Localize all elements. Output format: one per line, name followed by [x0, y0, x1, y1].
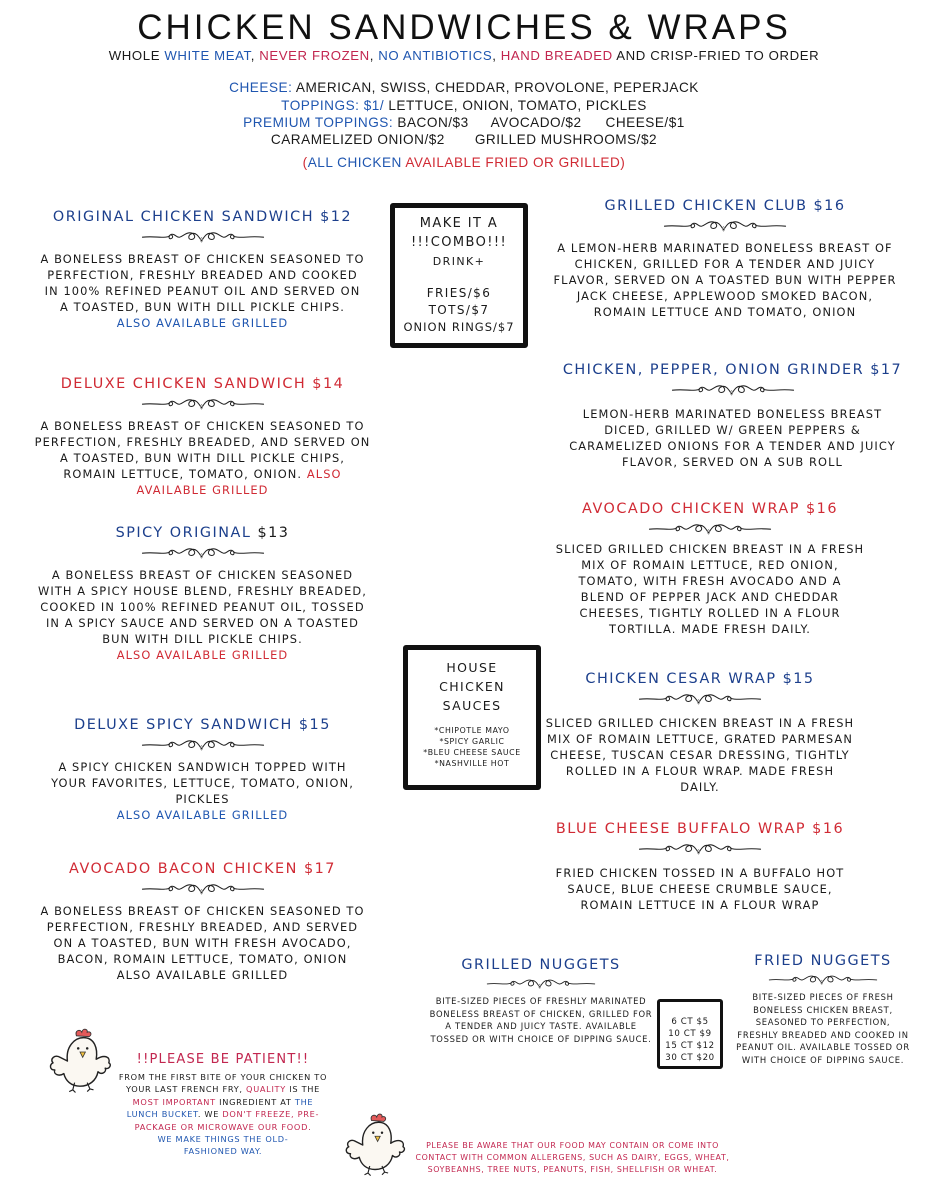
premium-value: CARAMELIZED ONION/$2: [270, 132, 445, 147]
item-description: A LEMON-HERB MARINATED BONELESS BREAST OF CHICKEN, GRILLED FOR A TENDER AND JUICY FLAVOR, SERVED ON A TOASTED BUN WITH PEPPER JACK CHEESE, APPLEWOOD SMOKED BACON, ROMAIN LETTUCE AND TOMATO, ONION: [553, 241, 897, 319]
patient-text: [118, 1071, 328, 1133]
sauces-title-line: HOUSE: [446, 660, 498, 675]
nugget-count: 30 CT $20: [665, 1053, 715, 1063]
patient-section: [118, 1052, 328, 1158]
patient-most-important: MOST IMPORTANT: [132, 1096, 216, 1107]
item-price: $13: [251, 525, 290, 541]
availability-paren: (: [302, 155, 308, 170]
flourish-divider-icon: [141, 541, 265, 561]
item-title: DELUXE SPICY SANDWICH $15: [74, 717, 331, 733]
nugget-count: 15 CT $12: [665, 1041, 715, 1051]
cheese-options: [0, 80, 928, 95]
combo-line1: MAKE IT A: [419, 216, 499, 231]
patient-dont-freeze: DON'T FREEZE, PRE-PACKAGE OR MICROWAVE OUR FOOD.: [134, 1109, 320, 1132]
menu-item-spicy-original: [30, 525, 375, 663]
item-description: A BONELESS BREAST OF CHICKEN SEASONED TO PERFECTION, FRESHLY BREADED AND COOKED IN 100% REFINED PEANUT OIL AND SERVED ON A TOASTED, BUN WITH DILL PICKLE CHIPS.: [40, 252, 365, 314]
flourish-divider-icon: [141, 877, 265, 897]
item-description: [30, 418, 375, 498]
patient-title: !!PLEASE BE PATIENT!!: [136, 1052, 310, 1067]
item-title: AVOCADO BACON CHICKEN $17: [69, 861, 336, 877]
menu-item-grinder: [545, 362, 920, 470]
patient-text-part: IS THE: [285, 1084, 321, 1095]
item-description: BITE-SIZED PIECES OF FRESH BONELESS CHICKEN BREAST, SEASONED TO PERFECTION, FRESHLY BREADED AND COOKED IN PEANUT OIL. AVAILABLE TOSSED OR WITH CHOICE OF DIPPING SAUCE.: [736, 992, 910, 1065]
premium-topping-options-row2: [0, 132, 928, 147]
nugget-counts-box: [657, 999, 723, 1069]
premium-value: GRILLED MUSHROOMS/$2: [474, 132, 658, 147]
menu-item-deluxe: [30, 376, 375, 498]
grilled-nuggets: [428, 957, 654, 1045]
allergen-notice: PLEASE BE AWARE THAT OUR FOOD MAY CONTAIN OR COME INTO CONTACT WITH COMMON ALLERGENS, SUCH AS DAIRY, EGGS, WHEAT, SOYBEANHS, TREE NUTS, PEANUTS, FISH, SHELLFISH OR WHEAT.: [415, 1141, 730, 1174]
premium-value: CHEESE/$1: [605, 115, 685, 130]
menu-title: CHICKEN SANDWICHES & WRAPS: [137, 8, 791, 47]
menu-item-avocado-wrap: [545, 501, 875, 637]
patient-old-fashioned: WE MAKE THINGS THE OLD-FASHIONED WAY.: [157, 1134, 289, 1157]
toppings-label: TOPPINGS: $1/: [281, 98, 385, 113]
tagline-part: ,: [369, 48, 379, 63]
item-note: ALSO AVAILABLE GRILLED: [116, 648, 289, 662]
combo-onion-rings: ONION RINGS/$7: [403, 320, 515, 334]
menu-item-grilled-club: [545, 198, 905, 320]
chicken-icon: [336, 1110, 414, 1180]
flourish-divider-icon: [638, 687, 762, 707]
item-description: LEMON-HERB MARINATED BONELESS BREAST DICED, GRILLED W/ GREEN PEPPERS & CARAMELIZED ONIONS FOR A TENDER AND JUICY FLAVOR, SERVED ON A SUB ROLL: [569, 407, 896, 469]
combo-fries: FRIES/$6: [426, 286, 492, 300]
flourish-divider-icon: [663, 214, 787, 234]
tagline-never-frozen: NEVER FROZEN: [259, 48, 370, 63]
toppings-values: LETTUCE, ONION, TOMATO, PICKLES: [384, 98, 647, 113]
item-title: FRIED NUGGETS: [754, 953, 892, 969]
premium-topping-options: [0, 115, 928, 130]
menu-tagline: [0, 48, 928, 63]
item-title: BLUE CHEESE BUFFALO WRAP $16: [555, 821, 845, 837]
item-title: SPICY ORIGINAL: [115, 525, 252, 541]
premium-label: PREMIUM TOPPINGS:: [243, 115, 394, 130]
flourish-divider-icon: [141, 733, 265, 753]
menu-item-avocado-bacon: [30, 861, 375, 983]
combo-line2: !!!COMBO!!!: [410, 235, 508, 250]
item-title-row: [30, 525, 375, 541]
patient-text-part: FROM THE FIRST BITE OF YOUR CHICKEN TO YOUR LAST FRENCH FRY,: [118, 1072, 328, 1095]
item-note: ALSO AVAILABLE GRILLED: [116, 968, 289, 982]
item-title: ORIGINAL CHICKEN SANDWICH $12: [52, 209, 353, 225]
tagline-white-meat: WHITE MEAT: [164, 48, 251, 63]
item-description: A BONELESS BREAST OF CHICKEN SEASONED TO PERFECTION, FRESHLY BREADED, AND SERVED ON A TOASTED, BUN WITH FRESH AVOCADO, BACON, ROMAIN LETTUCE, TOMATO, ONION: [40, 904, 365, 966]
item-description: SLICED GRILLED CHICKEN BREAST IN A FRESH MIX OF ROMAIN LETTUCE, RED ONION, TOMATO, WITH FRESH AVOCADO AND A BLEND OF PEPPER JACK AND CHEDDAR CHEESES, TIGHTLY ROLLED IN A FLOUR TORTILLA. MADE FRESH DAILY.: [555, 542, 865, 636]
nugget-count: 6 CT $5: [671, 1017, 709, 1027]
chicken-icon: [40, 1025, 120, 1097]
tagline-part: ,: [492, 48, 501, 63]
nugget-count: 10 CT $9: [668, 1029, 712, 1039]
patient-text-part: . WE: [197, 1109, 223, 1120]
tagline-hand-breaded: HAND BREADED: [500, 48, 613, 63]
cheese-label: CHEESE:: [229, 80, 293, 95]
flourish-divider-icon: [638, 837, 762, 857]
menu-item-original: [30, 209, 375, 331]
item-description: BITE-SIZED PIECES OF FRESHLY MARINATED BONELESS BREAST OF CHICKEN, GRILLED FOR A TENDER AND JUICY TASTE. AVAILABLE TOSSED OR WITH CHOICE OF DIPPING SAUCE.: [429, 996, 653, 1044]
flourish-divider-icon: [486, 973, 596, 991]
sauces-title-line: SAUCES: [442, 698, 502, 713]
item-note: ALSO AVAILABLE GRILLED: [116, 808, 289, 822]
tagline-part: WHOLE: [108, 48, 165, 63]
tagline-no-antibiotics: NO ANTIBIOTICS: [378, 48, 493, 63]
sauces-box: [403, 645, 541, 790]
tagline-part: ,: [250, 48, 260, 63]
item-title: AVOCADO CHICKEN WRAP $16: [582, 501, 838, 517]
sauces-title-line: CHICKEN: [439, 679, 505, 694]
item-title: GRILLED CHICKEN CLUB $16: [604, 198, 846, 214]
item-note: ALSO AVAILABLE GRILLED: [116, 316, 289, 330]
item-description: A BONELESS BREAST OF CHICKEN SEASONED WITH A SPICY HOUSE BLEND, FRESHLY BREADED, COOKED IN 100% REFINED PEANUT OIL, TOSSED IN A SPICY SAUCE AND SERVED ON A TOASTED BUN WITH DILL PICKLE CHIPS.: [38, 568, 367, 646]
combo-line3: DRINK+: [432, 255, 486, 268]
fried-nuggets: [734, 953, 912, 1066]
premium-value: BACON/$3: [393, 115, 469, 130]
patient-text-part: INGREDIENT AT: [215, 1096, 295, 1107]
flourish-divider-icon: [141, 225, 265, 245]
item-description-text: A BONELESS BREAST OF CHICKEN SEASONED TO PERFECTION, FRESHLY BREADED, AND SERVED ON A TOASTED, BUN WITH DILL PICKLE CHIPS, ROMAIN LETTUCE, TOMATO, ONION.: [34, 419, 371, 481]
combo-box: [390, 203, 528, 348]
item-description: SLICED GRILLED CHICKEN BREAST IN A FRESH MIX OF ROMAIN LETTUCE, GRATED PARMESAN CHEESE, TUSCAN CESAR DRESSING, TIGHTLY ROLLED IN A FLOUR WRAP. MADE FRESH DAILY.: [545, 716, 855, 794]
premium-value: AVOCADO/$2: [490, 115, 582, 130]
availability-rest: AVAILABLE FRIED OR GRILLED): [401, 155, 626, 170]
patient-lunch-bucket: THE LUNCH BUCKET: [126, 1096, 314, 1120]
availability-all-chicken: ALL CHICKEN: [307, 155, 402, 170]
combo-tots: TOTS/$7: [428, 303, 490, 317]
sauce-item: *NASHVILLE HOT: [434, 759, 510, 768]
cheese-values: AMERICAN, SWISS, CHEDDAR, PROVOLONE, PEPERJACK: [292, 80, 699, 95]
flourish-divider-icon: [768, 969, 878, 987]
item-description: A SPICY CHICKEN SANDWICH TOPPED WITH YOUR FAVORITES, LETTUCE, TOMATO, ONION, PICKLES: [51, 760, 354, 806]
availability-note: [0, 155, 928, 170]
flourish-divider-icon: [141, 392, 265, 412]
sauce-item: *SPICY GARLIC: [439, 737, 505, 746]
sauce-item: *BLEU CHEESE SAUCE: [423, 748, 521, 757]
item-note: ALSO AVAILABLE GRILLED: [136, 467, 342, 497]
item-description: FRIED CHICKEN TOSSED IN A BUFFALO HOT SAUCE, BLUE CHEESE CRUMBLE SAUCE, ROMAIN LETTUCE IN A FLOUR WRAP: [555, 866, 845, 912]
sauce-item: *CHIPOTLE MAYO: [434, 726, 510, 735]
flourish-divider-icon: [648, 517, 772, 537]
menu-item-buffalo-wrap: [530, 821, 870, 913]
menu-item-deluxe-spicy: [30, 717, 375, 823]
tagline-part: AND CRISP-FRIED TO ORDER: [612, 48, 820, 63]
item-title: DELUXE CHICKEN SANDWICH $14: [60, 376, 345, 392]
patient-quality: QUALITY: [246, 1084, 286, 1095]
menu-item-cesar-wrap: [540, 671, 860, 795]
flourish-divider-icon: [671, 378, 795, 398]
item-title: CHICKEN CESAR WRAP $15: [585, 671, 815, 687]
item-title: GRILLED NUGGETS: [461, 957, 621, 973]
item-title: CHICKEN, PEPPER, ONION GRINDER $17: [562, 362, 903, 378]
topping-options: [0, 98, 928, 113]
